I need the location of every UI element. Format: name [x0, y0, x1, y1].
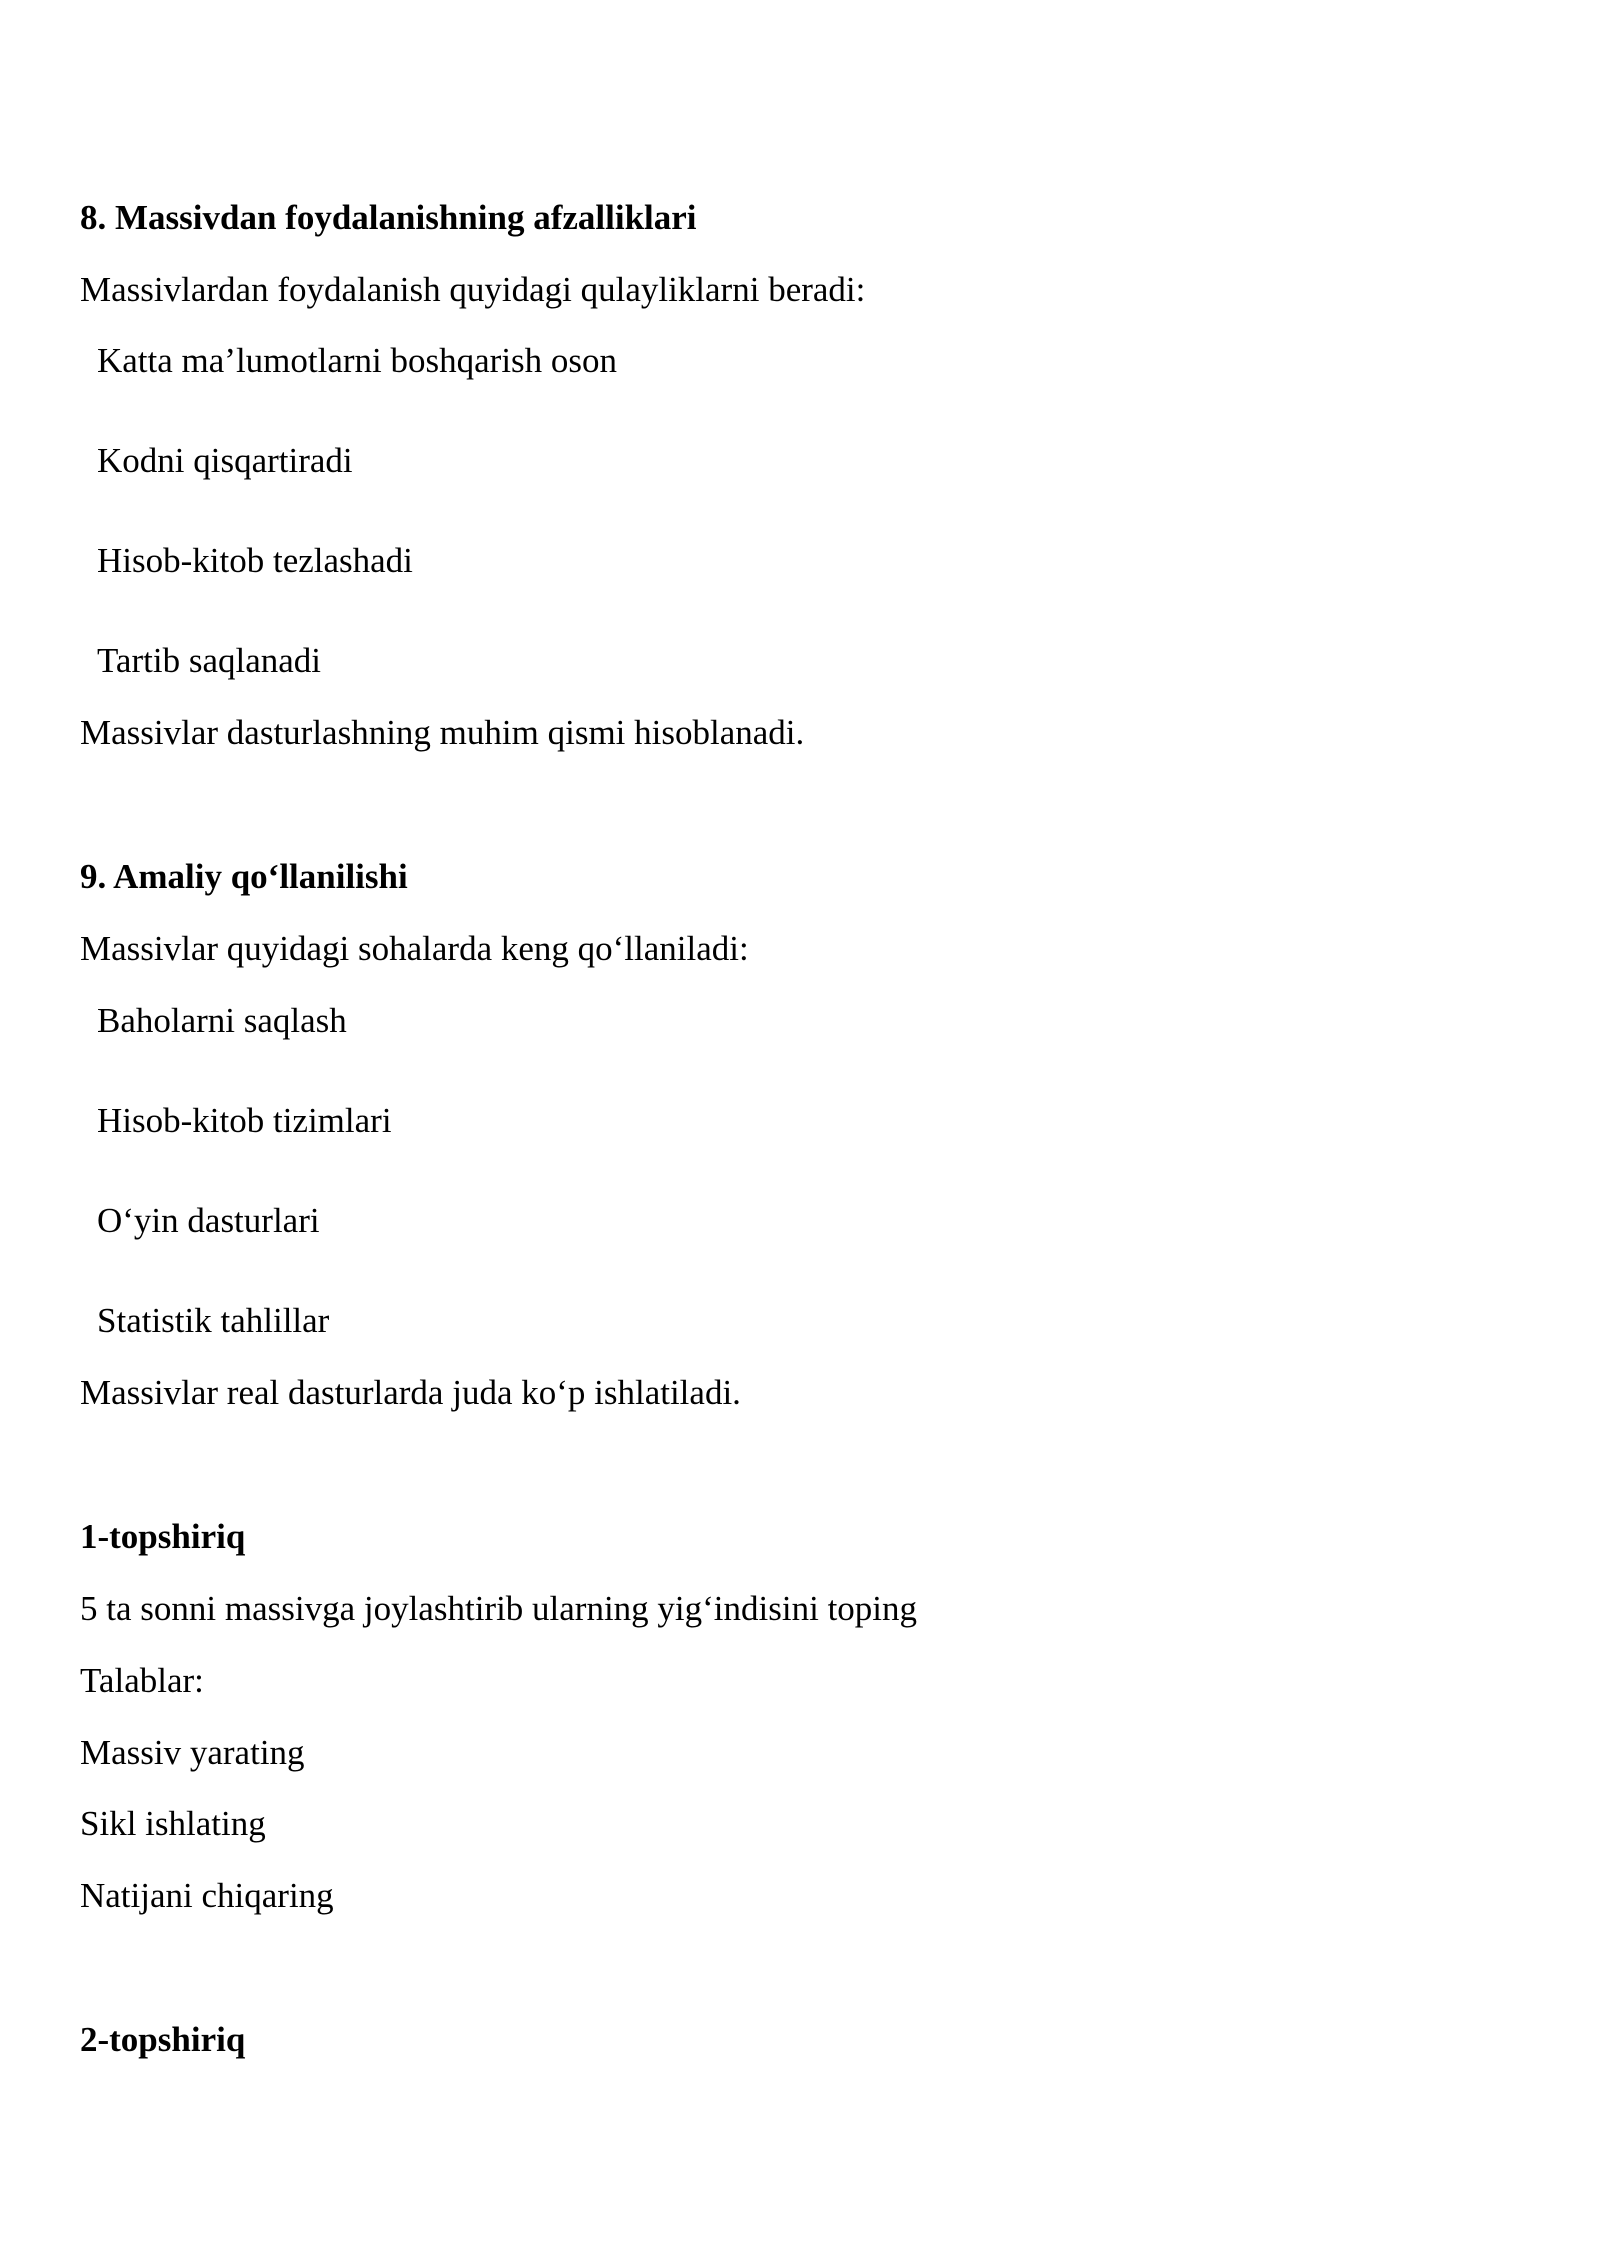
list-item: Statistik tahlillar: [97, 1301, 330, 1340]
section-8-heading: 8. Massivdan foydalanishning afzalliklari: [80, 198, 697, 237]
list-item: Sikl ishlating: [80, 1804, 266, 1843]
task-1-heading: 1-topshiriq: [80, 1517, 246, 1556]
section-9-heading: 9. Amaliy qo‘llanilishi: [80, 857, 408, 896]
task-1-description: 5 ta sonni massivga joylashtirib ularning yig‘indisini toping: [80, 1589, 918, 1628]
list-item: Baholarni saqlash: [97, 1001, 347, 1040]
list-item: Hisob-kitob tizimlari: [97, 1101, 392, 1140]
list-item: Katta ma’lumotlarni boshqarish oson: [97, 341, 618, 380]
task-1-requirements-label: Talablar:: [80, 1661, 204, 1700]
list-item: Kodni qisqartiradi: [97, 441, 353, 480]
list-item: O‘yin dasturlari: [97, 1201, 320, 1240]
list-item: Tartib saqlanadi: [97, 641, 321, 680]
list-item: Hisob-kitob tezlashadi: [97, 541, 413, 580]
list-item: Massiv yarating: [80, 1733, 305, 1772]
task-2-heading: 2-topshiriq: [80, 2020, 246, 2059]
section-8-intro: Massivlardan foydalanish quyidagi qulayliklarni beradi:: [80, 270, 866, 309]
section-9-conclusion: Massivlar real dasturlarda juda ko‘p ishlatiladi.: [80, 1373, 741, 1412]
section-8-conclusion: Massivlar dasturlashning muhim qismi hisoblanadi.: [80, 713, 805, 752]
list-item: Natijani chiqaring: [80, 1876, 334, 1915]
section-9-intro: Massivlar quyidagi sohalarda keng qo‘llaniladi:: [80, 929, 749, 968]
